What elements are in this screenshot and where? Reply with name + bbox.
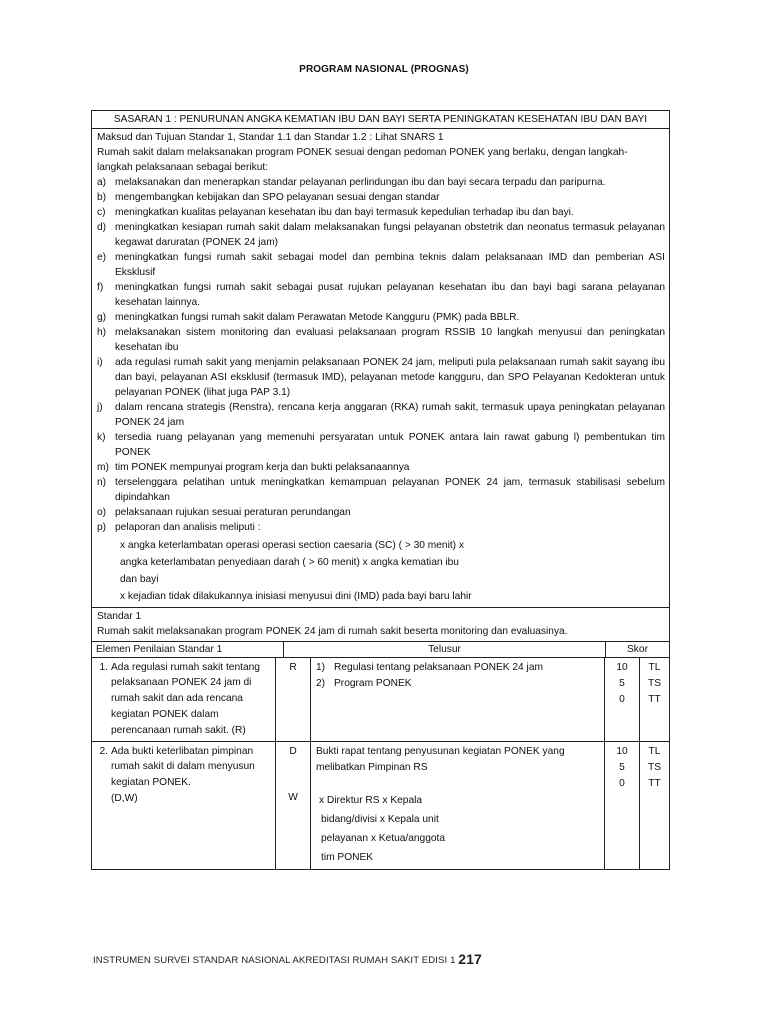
score-value: 10	[616, 746, 628, 757]
list-item-label: j)	[97, 402, 103, 413]
list-item	[97, 190, 665, 205]
elemen-number: 2.	[99, 746, 108, 757]
maksud-heading: Maksud dan Tujuan Standar 1, Standar 1.1 dan Standar 1.2 : Lihat SNARS 1	[97, 132, 444, 143]
telusur-item	[316, 744, 600, 760]
list-item	[97, 505, 665, 520]
header-elemen: Elemen Penilaian Standar 1	[92, 642, 284, 657]
list-item	[97, 280, 665, 310]
elemen-cell	[92, 658, 276, 741]
list-item	[97, 430, 665, 460]
list-item	[97, 400, 665, 430]
elemen-cell	[92, 742, 276, 869]
elemen-text: kegiatan PONEK dalam	[111, 709, 219, 720]
list-item-label: m)	[97, 462, 109, 473]
telusur-text: Regulasi tentang pelaksanaan PONEK 24 jam	[334, 662, 543, 673]
list-item-label: o)	[97, 507, 107, 518]
list-item-label: k)	[97, 432, 106, 443]
telusur-text: Bukti rapat tentang penyusunan kegiatan PONEK yang	[316, 746, 565, 757]
elemen-number: 1.	[99, 662, 108, 673]
code-letter: W	[288, 792, 298, 803]
list-item-label: n)	[97, 477, 107, 488]
list-item-text: meningkatkan fungsi rumah sakit sebagai pusat rujukan pelayanan kesehatan ibu dan bayi bagi sarana pelayanan kesehatan lainnya.	[115, 282, 665, 308]
list-item-label: p)	[97, 522, 107, 533]
telusur-extra-line: x Direktur RS x Kepala	[319, 795, 423, 806]
telusur-number: 2)	[316, 678, 326, 689]
list-item-text: melaksanakan dan menerapkan standar pelayanan perlindungan ibu dan bayi secara terpadu dan paripurna.	[115, 177, 606, 188]
list-item-text: meningkatkan kesiapan rumah sakit dalam melaksanakan fungsi pelayanan obstetrik dan neonatus termasuk pelayanan kegawat daruratan (PONEK 24 jam)	[115, 222, 665, 248]
table-row	[92, 742, 669, 869]
elemen-text: Ada regulasi rumah sakit tentang	[111, 662, 260, 673]
telusur-text: melibatkan Pimpinan RS	[316, 762, 428, 773]
list-item-text: meningkatkan fungsi rumah sakit dalam Perawatan Metode Kangguru (PMK) pada BBLR.	[115, 312, 520, 323]
elemen-table-header	[92, 642, 669, 658]
header-skor: Skor	[627, 644, 648, 655]
page-title: PROGRAM NASIONAL (PROGNAS)	[299, 64, 469, 75]
code-letter: R	[289, 662, 297, 673]
elemen-text: perencanaan rumah sakit. (R)	[111, 725, 246, 736]
telusur-number: 1)	[316, 662, 326, 673]
list-item	[97, 325, 665, 355]
list-item	[97, 250, 665, 280]
score-label: TL	[648, 746, 661, 757]
list-item	[97, 355, 665, 400]
score-label: TS	[647, 762, 662, 773]
score-label: TL	[648, 662, 661, 673]
score-value: 0	[619, 778, 625, 789]
sasaran-table	[91, 110, 670, 870]
telusur-item	[316, 760, 600, 776]
list-item-text: terselenggara pelatihan untuk meningkatkan kemampuan pelayanan PONEK 24 jam, termasuk stabilisasi sebelum dipindahkan	[115, 477, 665, 503]
list-item-text: pelaksanaan rujukan sesuai peraturan perundangan	[115, 507, 351, 518]
sublist-item: x kejadian tidak dilakukannya inisiasi menyusui dini (IMD) pada bayi baru lahir	[120, 591, 472, 602]
footer-text: INSTRUMEN SURVEI STANDAR NASIONAL AKREDITASI RUMAH SAKIT EDISI 1	[93, 955, 456, 966]
list-item	[97, 310, 665, 325]
score-values-cell	[605, 658, 640, 741]
score-label: TT	[648, 778, 661, 789]
score-label: TT	[648, 694, 661, 705]
standar-section	[92, 608, 669, 642]
telusur-extra-line: bidang/divisi x Kepala unit	[321, 814, 439, 825]
maksud-intro-line: langkah pelaksanaan sebagai berikut:	[97, 162, 269, 173]
list-item	[97, 205, 665, 220]
maksud-list	[97, 175, 665, 535]
list-item-text: ada regulasi rumah sakit yang menjamin pelaksanaan PONEK 24 jam, meliputi pula pelaksanaan rumah sakit sayang ibu dan bayi, pelayanan ASI eksklusif (termasuk IMD), pelayanan metode kangguru, dan SPO Pelayanan Kedokteran untuk pelayanan PONEK (lihat juga PAP 3.1)	[115, 357, 665, 398]
code-letter: D	[289, 746, 297, 757]
list-item	[97, 175, 665, 190]
list-item-text: meningkatkan fungsi rumah sakit sebagai model dan pembina teknis dalam pelaksanaan IMD dan pemberian ASI Eksklusif	[115, 252, 665, 278]
list-item-label: c)	[97, 207, 106, 218]
telusur-extra-line: pelayanan x Ketua/anggota	[321, 833, 446, 844]
elemen-text: rumah sakit di dalam menyusun	[111, 761, 255, 772]
list-item-label: a)	[97, 177, 107, 188]
telusur-document-list	[316, 791, 600, 867]
list-item-label: i)	[97, 357, 103, 368]
list-item-label: e)	[97, 252, 107, 263]
elemen-text: (D,W)	[111, 793, 138, 804]
standar-heading: Standar 1	[97, 611, 142, 622]
sublist-item: x angka keterlambatan operasi operasi section caesaria (SC) ( > 30 menit) x	[120, 540, 464, 551]
list-item-text: dalam rencana strategis (Renstra), rencana kerja anggaran (RKA) rumah sakit, termasuk upaya peningkatan pelayanan PONEK 24 jam	[115, 402, 665, 428]
maksud-section	[92, 129, 669, 608]
score-value: 5	[619, 762, 625, 773]
table-row	[92, 658, 669, 742]
sublist-item: dan bayi	[120, 574, 159, 585]
page-footer	[93, 951, 693, 967]
score-values-cell	[605, 742, 640, 869]
list-item-text: tim PONEK mempunyai program kerja dan bukti pelaksanaannya	[115, 462, 410, 473]
list-item-label: f)	[97, 282, 104, 293]
telusur-extra-line: tim PONEK	[321, 852, 374, 863]
elemen-text: rumah sakit dan ada rencana	[111, 693, 243, 704]
code-cell	[276, 658, 311, 741]
score-labels-cell	[640, 742, 669, 869]
telusur-cell	[311, 658, 605, 741]
pelaporan-sublist	[97, 535, 665, 605]
telusur-item	[316, 660, 600, 676]
elemen-first-line	[92, 744, 271, 759]
elemen-text: pelaksanaan PONEK 24 jam di	[111, 677, 252, 688]
telusur-text: Program PONEK	[334, 678, 412, 689]
code-cell	[276, 742, 311, 869]
score-labels-cell	[640, 658, 669, 741]
list-item	[97, 460, 665, 475]
score-label: TS	[647, 678, 662, 689]
list-item	[97, 220, 665, 250]
sasaran-heading: SASARAN 1 : PENURUNAN ANGKA KEMATIAN IBU DAN BAYI SERTA PENINGKATAN KESEHATAN IBU DAN BAYI	[92, 111, 669, 129]
score-value: 10	[616, 662, 628, 673]
score-value: 5	[619, 678, 625, 689]
telusur-cell	[311, 742, 605, 869]
score-value: 0	[619, 694, 625, 705]
list-item-text: meningkatkan kualitas pelayanan kesehatan ibu dan bayi termasuk kepedulian terhadap ibu dan bayi.	[115, 207, 574, 218]
standar-text: Rumah sakit melaksanakan program PONEK 24 jam di rumah sakit beserta monitoring dan evaluasinya.	[97, 626, 568, 637]
list-item-label: g)	[97, 312, 107, 323]
list-item-text: pelaporan dan analisis meliputi :	[115, 522, 261, 533]
list-item-text: tersedia ruang pelayanan yang memenuhi persyaratan untuk PONEK antara lain rawat gabung l) pembentukan tim PONEK	[115, 432, 665, 458]
list-item-text: mengembangkan kebijakan dan SPO pelayanan sesuai dengan standar	[115, 192, 440, 203]
header-telusur: Telusur	[284, 642, 606, 657]
maksud-intro-line: Rumah sakit dalam melaksanakan program PONEK sesuai dengan pedoman PONEK yang berlaku, dengan langkah-	[97, 147, 628, 158]
list-item-label: h)	[97, 327, 107, 338]
list-item-label: b)	[97, 192, 107, 203]
page-number: 217	[458, 951, 482, 967]
list-item	[97, 520, 665, 535]
list-item	[97, 475, 665, 505]
list-item-label: d)	[97, 222, 107, 233]
telusur-item	[316, 676, 600, 692]
elemen-first-line	[92, 660, 271, 675]
elemen-text: kegiatan PONEK.	[111, 777, 191, 788]
sublist-item: angka keterlambatan penyediaan darah ( > 60 menit) x angka kematian ibu	[120, 557, 459, 568]
elemen-text: Ada bukti keterlibatan pimpinan	[111, 746, 254, 757]
list-item-text: melaksanakan sistem monitoring dan evaluasi pelaksanaan program RSSIB 10 langkah menyusui dan peningkatan kesehatan ibu	[115, 327, 665, 353]
